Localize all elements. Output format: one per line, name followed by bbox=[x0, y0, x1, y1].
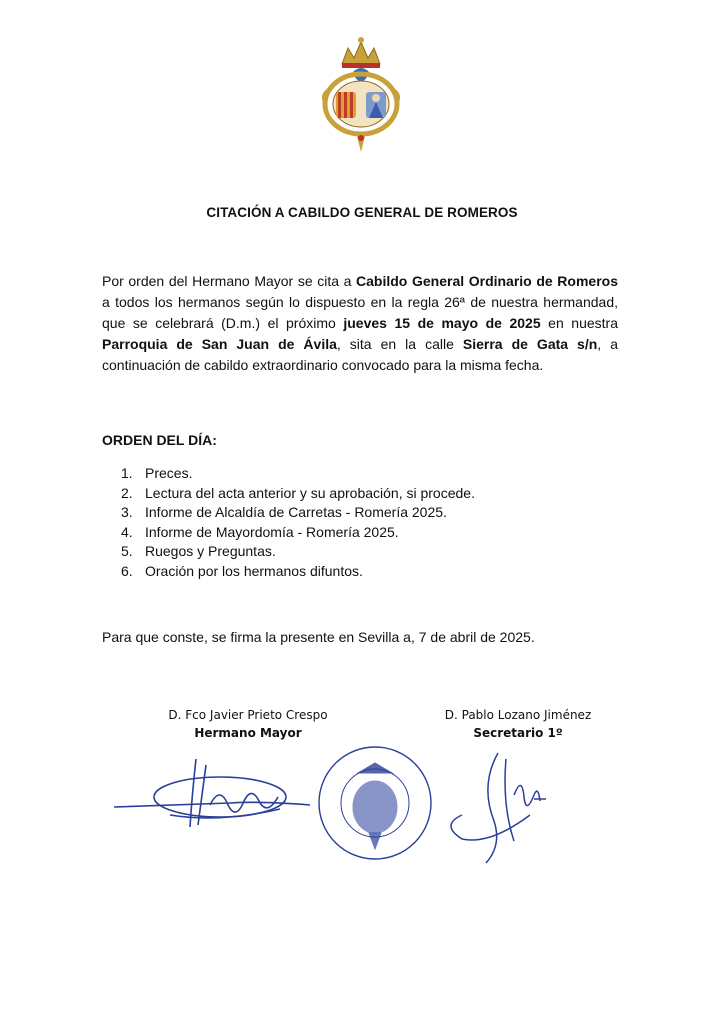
agenda-item-number: 6. bbox=[121, 562, 133, 579]
body-text-2: a todos los hermanos según lo dispuesto en la regla 26ª de nuestra hermandad, que se celebrará (D.m.) el próximo bbox=[102, 294, 618, 331]
agenda-item-text: Preces. bbox=[145, 465, 193, 481]
agenda-item-number: 4. bbox=[121, 523, 133, 540]
handwritten-signature-left bbox=[114, 759, 310, 827]
agenda-list bbox=[121, 464, 475, 581]
handwritten-signature-right bbox=[451, 753, 546, 863]
body-text-5: , a continuación de cabildo extraordinario convocado para la misma fecha. bbox=[102, 336, 618, 373]
brotherhood-seal bbox=[319, 747, 431, 859]
agenda-item-number: 3. bbox=[121, 504, 133, 520]
summons-paragraph bbox=[102, 271, 618, 376]
agenda-item-text: Lectura del acta anterior y su aprobación, si procede. bbox=[145, 484, 475, 501]
agenda-item bbox=[121, 523, 475, 543]
agenda-item bbox=[121, 562, 475, 582]
agenda-item-number: 2. bbox=[121, 484, 133, 501]
body-text-1: Por orden del Hermano Mayor se cita a bbox=[102, 273, 357, 289]
agenda-item-text: Informe de Mayordomía - Romería 2025. bbox=[145, 523, 399, 540]
agenda-item bbox=[121, 503, 475, 523]
body-bold-cabildo: Cabildo General Ordinario de Romeros bbox=[356, 273, 618, 289]
body-bold-parish: Parroquia de San Juan de Ávila bbox=[102, 336, 337, 352]
signatory-name: D. Pablo Lozano Jiménez bbox=[444, 708, 592, 722]
agenda-item bbox=[121, 484, 475, 504]
brotherhood-crest-logo bbox=[318, 34, 404, 156]
signatory-role: Hermano Mayor bbox=[194, 726, 302, 740]
body-bold-date: jueves 15 de mayo de 2025 bbox=[343, 315, 541, 331]
document-title: CITACIÓN A CABILDO GENERAL DE ROMEROS bbox=[206, 205, 518, 220]
body-text-4: , sita en la calle bbox=[336, 336, 463, 352]
body-bold-street: Sierra de Gata s/n bbox=[462, 336, 598, 352]
agenda-item bbox=[121, 464, 475, 484]
agenda-item-text: Oración por los hermanos difuntos. bbox=[145, 562, 363, 579]
signatures-and-seal bbox=[110, 745, 550, 875]
signatory-hermano-mayor bbox=[150, 706, 346, 742]
agenda-item-number: 5. bbox=[121, 543, 133, 559]
agenda-heading: ORDEN DEL DÍA: bbox=[102, 432, 217, 448]
closing-statement: Para que conste, se firma la presente en Sevilla a, 7 de abril de 2025. bbox=[102, 629, 535, 645]
signatory-name: D. Fco Javier Prieto Crespo bbox=[168, 708, 328, 722]
agenda-item-text: Ruegos y Preguntas. bbox=[145, 543, 276, 559]
agenda-item-text: Informe de Alcaldía de Carretas - Romería 2025. bbox=[145, 504, 447, 520]
signatory-secretario bbox=[420, 706, 616, 742]
agenda-item bbox=[121, 542, 475, 562]
signatory-role: Secretario 1º bbox=[473, 726, 563, 740]
body-text-3: en nuestra bbox=[540, 315, 618, 331]
agenda-item-number: 1. bbox=[121, 465, 133, 481]
